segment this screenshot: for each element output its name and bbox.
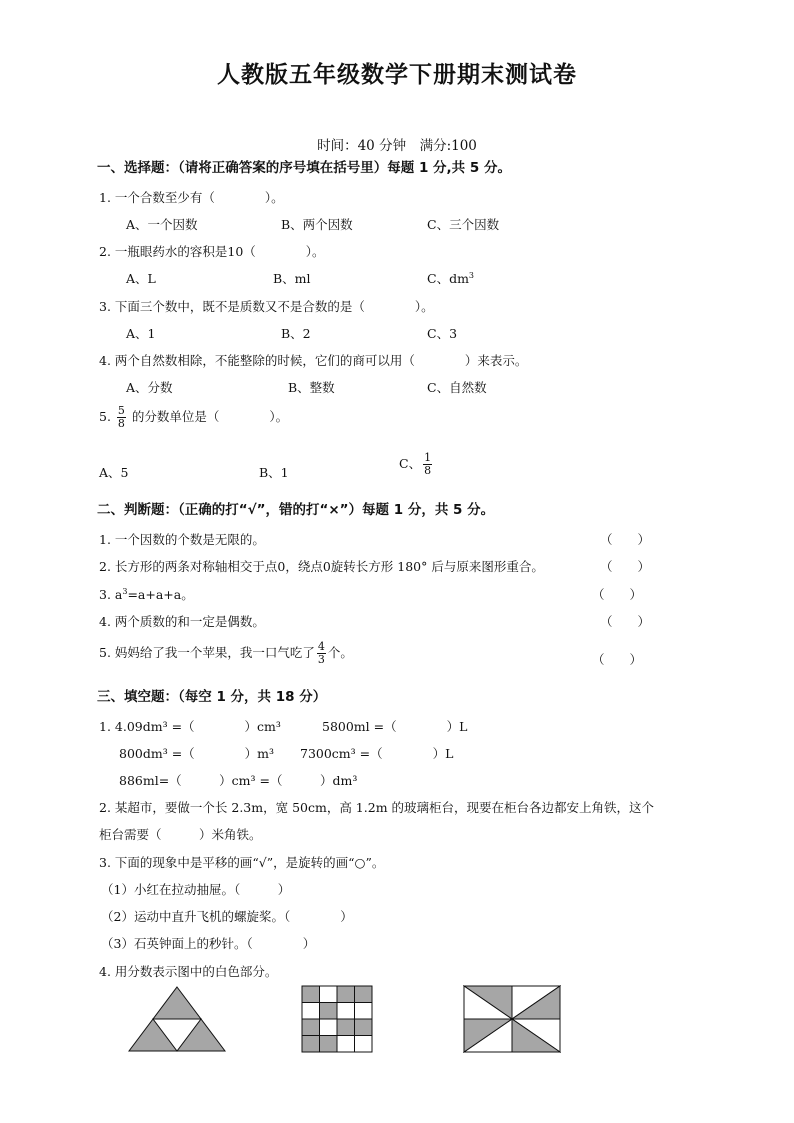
fill-q2-line1: 2. 某超市，要做一个长 2.3m，宽 50cm，高 1.2m 的玻璃柜台，现要在柜台各边都安上角铁，这个 (99, 800, 655, 815)
judge-q4: 4. 两个质数的和一定是偶数。 (99, 614, 265, 629)
choice-q5: 5. $\frac{5}{8}$ 的分数单位是（ ）。 (99, 404, 289, 430)
judge-q1: 1. 一个因数的个数是无限的。 (99, 532, 265, 547)
choice-q1-opt-b: B、两个因数 (281, 217, 353, 232)
fill-q3-item1: （1）小红在拉动抽屉。（ ） (101, 882, 291, 897)
fill-q4: 4. 用分数表示图中的白色部分。 (99, 964, 278, 979)
choice-q4-opt-c: C、自然数 (427, 380, 487, 395)
figure-rectangle-triangles (463, 985, 561, 1053)
fraction-4-3: $\frac{4}{3}$ (317, 640, 325, 666)
judge-q3: 3. $a^3=a+a+a$。 (99, 586, 194, 602)
choice-q3-opt-a: A、1 (126, 326, 156, 341)
choice-q4: 4. 两个自然数相除，不能整除的时候，它们的商可以用（ ）来表示。 (99, 353, 528, 368)
choice-q1-opt-c: C、三个因数 (427, 217, 500, 232)
choice-q2-opt-a: A、L (126, 271, 156, 286)
choice-q5-opt-b: B、1 (259, 465, 289, 480)
choice-q3: 3. 下面三个数中，既不是质数又不是合数的是（ ）。 (99, 299, 434, 314)
fill-q1-row1-right: 5800ml =（ ）L (322, 719, 468, 734)
section-fill-heading: 三、填空题：（每空 1 分，共 18 分） (97, 689, 327, 705)
choice-q5-opt-c: C、 $\frac{1}{8}$ (399, 451, 432, 477)
choice-q5-opt-a: A、5 (99, 465, 129, 480)
fraction-1-8: $\frac{1}{8}$ (424, 451, 432, 477)
fill-q3-item3: （3）石英钟面上的秒针。（ ） (101, 936, 316, 951)
choice-q2-opt-b: B、ml (273, 271, 311, 286)
judge-q5-bracket[interactable]: （ ） (592, 652, 643, 667)
exam-info: 时间：40 分钟 满分:100 (317, 138, 477, 154)
choice-q1: 1. 一个合数至少有（ ）。 (99, 190, 284, 205)
page-title: 人教版五年级数学下册期末测试卷 (217, 62, 577, 88)
section-judge-heading: 二、判断题：（正确的打“√”，错的打“×”）每题 1 分，共 5 分。 (97, 502, 495, 518)
fill-q1-row3: 886ml=（ ）cm³ =（ ）dm³ (119, 773, 358, 788)
judge-q1-bracket[interactable]: （ ） (600, 532, 651, 547)
judge-q2-bracket[interactable]: （ ） (600, 559, 651, 574)
fill-q3-item2: （2）运动中直升飞机的螺旋桨。（ ） (101, 909, 353, 924)
fill-q1-row2-right: 7300cm³ =（ ）L (300, 746, 454, 761)
choice-q2: 2. 一瓶眼药水的容积是10（ ）。 (99, 244, 325, 259)
judge-q3-bracket[interactable]: （ ） (592, 587, 643, 602)
figure-grid (301, 985, 373, 1053)
choice-q1-opt-a: A、一个因数 (126, 217, 198, 232)
choice-q4-opt-a: A、分数 (126, 380, 173, 395)
fill-q1-row1-left: 1. 4.09dm³ =（ ）cm³ (99, 719, 281, 734)
fill-q3: 3. 下面的现象中是平移的画“√”，是旋转的画“○”。 (99, 855, 385, 870)
choice-q3-opt-b: B、2 (281, 326, 311, 341)
choice-q2-opt-c: C、$dm^3$ (427, 270, 475, 286)
fraction-5-8: $\frac{5}{8}$ (117, 404, 125, 430)
choice-q4-opt-b: B、整数 (288, 380, 335, 395)
fill-q1-row2-left: 800dm³ =（ ）m³ (119, 746, 275, 761)
figure-triangle (127, 985, 227, 1053)
judge-q4-bracket[interactable]: （ ） (600, 614, 651, 629)
choice-q3-opt-c: C、3 (427, 326, 458, 341)
judge-q2: 2. 长方形的两条对称轴相交于点0，绕点0旋转长方形 180° 后与原来图形重合。 (99, 559, 544, 574)
judge-q5: 5. 妈妈给了我一个苹果，我一口气吃了 $\frac{4}{3}$ 个。 (99, 640, 353, 666)
section-choice-heading: 一、选择题：（请将正确答案的序号填在括号里）每题 1 分,共 5 分。 (97, 160, 511, 176)
fill-q2-line2: 柜台需要（ ）米角铁。 (99, 827, 262, 842)
